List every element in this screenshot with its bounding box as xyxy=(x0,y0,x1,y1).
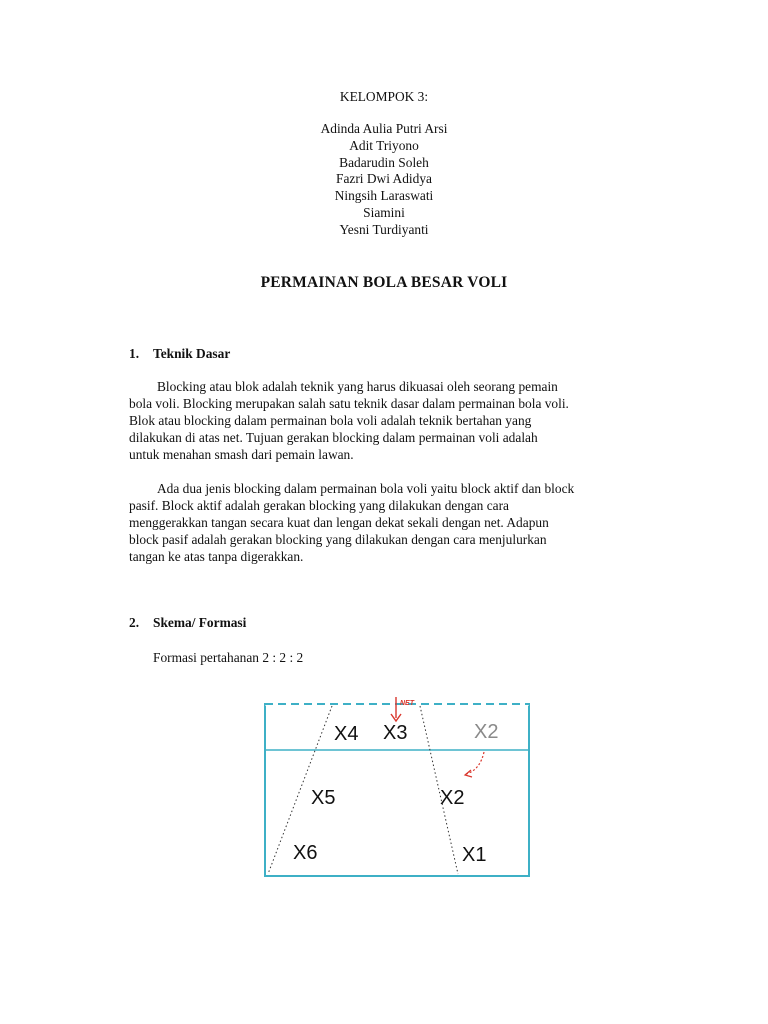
formation-label: Formasi pertahanan 2 : 2 : 2 xyxy=(153,650,304,665)
player-x2-start: X2 xyxy=(474,721,499,743)
section-heading-teknik-dasar xyxy=(129,346,230,362)
member-name: Siamini xyxy=(363,204,405,220)
group-title: KELOMPOK 3: xyxy=(339,89,429,104)
member-name: Ningsih Laraswati xyxy=(334,188,434,204)
member-name: Badarudin Soleh xyxy=(339,154,429,170)
member-name: Yesni Turdiyanti xyxy=(339,221,429,237)
section-heading-skema-formasi xyxy=(129,615,246,631)
movement-arrow-curve xyxy=(466,752,484,774)
player-x6: X6 xyxy=(293,842,318,864)
paragraph-blocking-types: Ada dua jenis blocking dalam permainan bola voli yaitu block aktif dan block pasif. Block aktif adalah gerakan blocking yang dilakukan dengan cara menggerakkan tangan secara kuat dan lengan dekat sekali dengan net. Adapun block pasif adalah gerakan blocking yang dilakukan dengan cara menjulurkan tangan ke atas tanpa digerakkan. xyxy=(129,481,575,564)
formation-diagram xyxy=(262,696,532,882)
member-name: Adinda Aulia Putri Arsi xyxy=(320,121,448,136)
section-number: 1. xyxy=(129,346,140,361)
member-name: Fazri Dwi Adidya xyxy=(336,171,432,187)
member-list xyxy=(0,121,768,239)
player-x1: X1 xyxy=(462,844,487,866)
member-name: Adit Triyono xyxy=(349,137,419,153)
player-x5: X5 xyxy=(311,787,336,809)
paragraph-blocking-definition: Blocking atau blok adalah teknik yang harus dikuasai oleh seorang pemain bola voli. Blocking merupakan salah satu teknik dasar dalam permainan bola voli. Blok atau blocking dalam permainan bola voli adalah teknik bertahan yang dilakukan di atas net. Tujuan gerakan blocking dalam permainan voli adalah untuk menahan smash dari pemain lawan. xyxy=(129,379,569,462)
section-heading-text: Teknik Dasar xyxy=(153,346,231,361)
net-label: NET xyxy=(400,700,414,707)
section-heading-text: Skema/ Formasi xyxy=(153,615,247,630)
player-x2: X2 xyxy=(440,787,465,809)
player-x4: X4 xyxy=(334,723,359,745)
section-number: 2. xyxy=(129,615,140,630)
movement-arrow-icon xyxy=(465,770,472,777)
document-title: PERMAINAN BOLA BESAR VOLI xyxy=(260,274,508,291)
player-x3: X3 xyxy=(383,722,408,744)
